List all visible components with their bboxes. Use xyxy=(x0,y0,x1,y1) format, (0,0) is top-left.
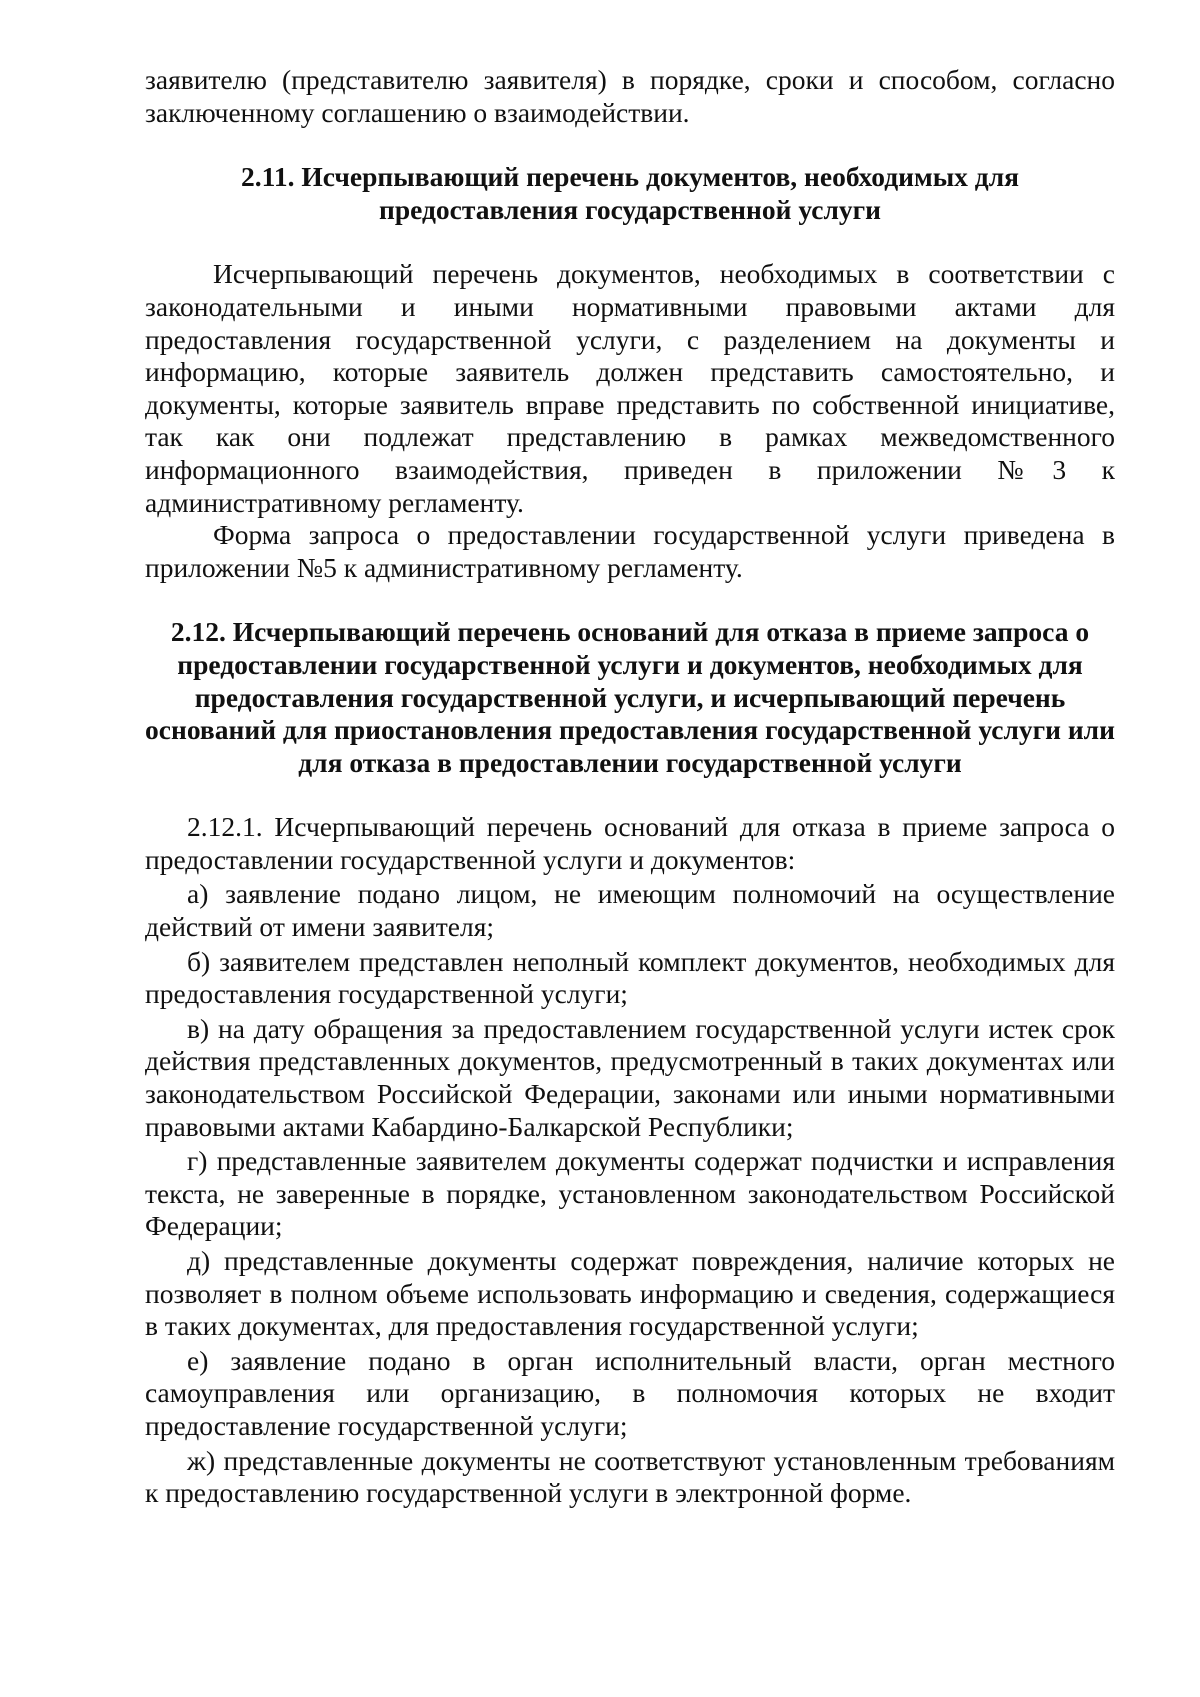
list-item: а) заявление подано лицом, не имеющим полномочий на осуществление действий от имени заявителя; xyxy=(145,878,1115,943)
list-item: г) представленные заявителем документы содержат подчистки и исправления текста, не заверенные в порядке, установленном законодательством Российской Федерации; xyxy=(145,1145,1115,1242)
intro-continuation-paragraph: заявителю (представителю заявителя) в порядке, сроки и способом, согласно заключенному соглашению о взаимодействии. xyxy=(145,64,1115,128)
section-2-11-paragraph: Форма запроса о предоставлении государственной услуги приведена в приложении №5 к административному регламенту. xyxy=(145,519,1115,583)
list-item: б) заявителем представлен неполный комплект документов, необходимых для предоставления государственной услуги; xyxy=(145,945,1115,1010)
subsection-2-12-1-intro: 2.12.1. Исчерпывающий перечень оснований для отказа в приеме запроса о предоставлении государственной услуги и документов: xyxy=(145,811,1115,875)
section-2-11-paragraph: Исчерпывающий перечень документов, необходимых в соответствии с законодательными и иными нормативными правовыми актами для предоставления государственной услуги, с разделением на документы и информацию, которые заявитель должен представить самостоятельно, и документы, которые заявитель вправе представить по собственной инициативе, так как они подлежат представлению в рамках межведомственного информационного взаимодействия, приведен в приложении №3 к административному регламенту. xyxy=(145,258,1115,518)
list-item: ж) представленные документы не соответствуют установленным требованиям к предоставлению государственной услуги в электронной форме. xyxy=(145,1444,1115,1509)
section-2-11-heading: 2.11. Исчерпывающий перечень документов, необходимых для предоставления государственной услуги xyxy=(240,161,1020,225)
list-item: д) представленные документы содержат повреждения, наличие которых не позволяет в полном объеме использовать информацию и сведения, содержащиеся в таких документах, для предоставления государственной услуги; xyxy=(145,1245,1115,1342)
document-page xyxy=(145,64,1115,1510)
list-item: е) заявление подано в орган исполнительный власти, орган местного самоуправления или организацию, в полномочия которых не входит предоставление государственной услуги; xyxy=(145,1344,1115,1441)
section-2-12-heading: 2.12. Исчерпывающий перечень оснований для отказа в приеме запроса о предоставлении государственной услуги и документов, необходимых для предоставления государственной услуги, и исчерпывающий перечень оснований для приостановления предоставления государственной услуги или для отказа в предоставлении государственной услуги xyxy=(145,616,1115,778)
list-item: в) на дату обращения за предоставлением государственной услуги истек срок действия представленных документов, предусмотренный в таких документах или законодательством Российской Федерации, законами или иными нормативными правовыми актами Кабардино-Балкарской Республики; xyxy=(145,1012,1115,1142)
